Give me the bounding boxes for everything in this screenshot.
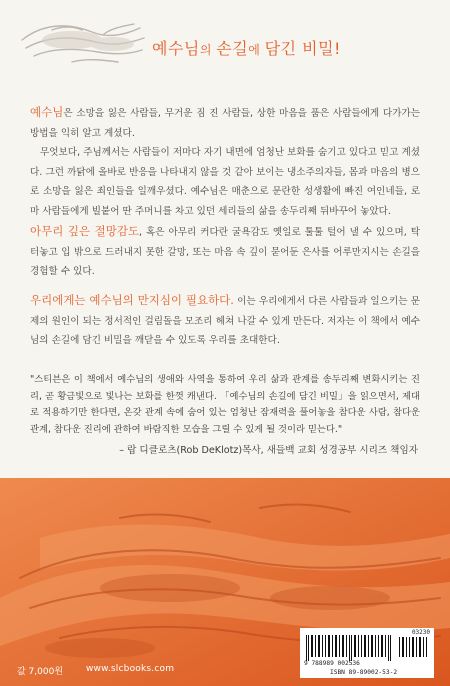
paragraph-3-lead: 아무리 깊은 절망감도 [30,224,140,238]
title-particle-1: 의 [199,43,217,57]
hands-illustration [12,10,152,70]
paragraph-4-text: 이는 우리에게서 다른 사람들과 일으키는 문제의 원인이 되는 정서적인 걸림돌을 모조리 헤쳐 나갈 수 있게 만든다. 저자는 이 책에서 예수님의 손길에 담긴 비밀을 깨닫을 수 있도록 우리를 초대한다. [30,296,420,346]
paragraph-3-text: , 혹은 아무리 커다란 굴욕감도 옛일로 툴툴 털어 낼 수 있으며, 탁 터놓고 입 밖으로 드러내지 못한 갈망, 또는 마음 속 깊이 묻어둔 은사를 어루만지시는 손길을 경험할 수 있다. [30,227,420,277]
barcode-bars [304,635,430,661]
title-particle-2: 에 [248,43,265,57]
paragraph-1-lead: 예수님 [30,105,64,119]
paragraph-2: 무엇보다, 주님께서는 사람들이 저마다 자기 내면에 엄청난 보화를 숨기고 있다고 믿고 계셨다. 그런 까닭에 올바로 반응을 나타내지 않을 것 같아 보이는 냉소주의자들, 몸과 마음의 병으로 소망을 잃은 죄인들을 일깨우셨다. 예수님은 매춘으로 문란한 성생활에 빠진 여인네들, 로마 사람들에게 빌붙어 딴 주머니를 차고 있던 세리들의 삶을 송두리째 뒤바꾸어 놓았다. [30,147,420,217]
isbn-label: ISBN 89-89002-53-2 [330,669,398,676]
endorsement-attribution: – 랍 디클로츠(Rob DeKlotz)목사, 새들백 교회 성경공부 시리즈 책임자 [119,445,418,456]
paragraph-1 [30,103,420,143]
paragraph-4 [30,291,420,351]
endorsement-quote: "스티븐은 이 책에서 예수님의 생애와 사역을 통하여 우리 삶과 관계를 송두리째 변화시키는 진리, 곧 황금빛으로 빛나는 보화를 한껏 캐낸다. 「예수님의 손길에 담긴 비밀」을 읽으면서, 제대로 적용하기만 한다면, 온갖 관계 속에 숨어 있는 엄청난 잠재력을 풀어놓을 참다운 사람, 참다운 관계, 참다운 진리에 관하여 바람직한 모습을 그릴 수 있게 될 것이라 믿는다." [30,374,420,435]
price-label: 값 7,000원 [17,667,64,677]
title-jesus: 예수님 [152,39,200,58]
back-cover-title [152,36,437,59]
publisher-url: www.slcbooks.com [86,664,175,674]
title-touch: 손길 [216,39,249,58]
paragraph-4-lead: 우리에게는 예수님의 만지심이 필요하다. [30,293,234,307]
paragraph-3 [30,222,420,282]
barcode-addon-code: 03230 [411,629,430,636]
paragraph-1-text: 은 소망을 잃은 사람들, 무거운 짐 진 사람들, 상한 마음을 품은 사람들에게 다가가는 방법을 익히 알고 계셨다. [30,108,420,139]
barcode-number: 9 788989 002536 [304,660,360,667]
barcode [300,628,434,678]
title-secret: 담긴 비밀! [264,39,341,58]
